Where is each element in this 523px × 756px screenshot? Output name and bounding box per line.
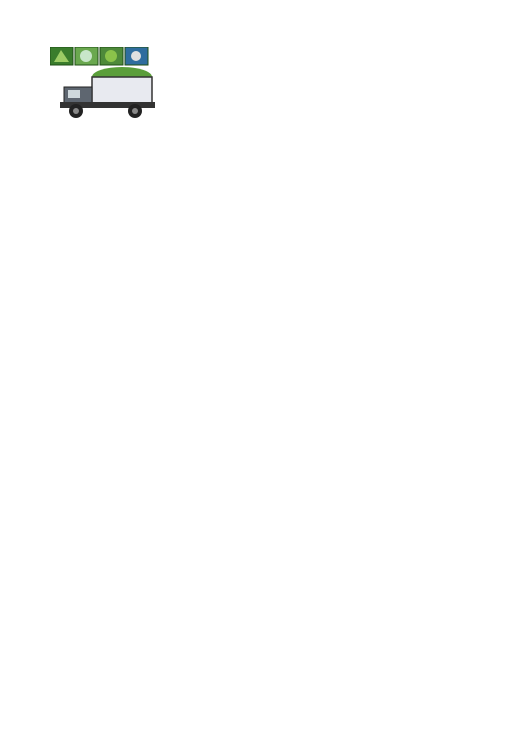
- header-title-block: [170, 68, 500, 70]
- green-waste-truck-logo: [50, 47, 165, 122]
